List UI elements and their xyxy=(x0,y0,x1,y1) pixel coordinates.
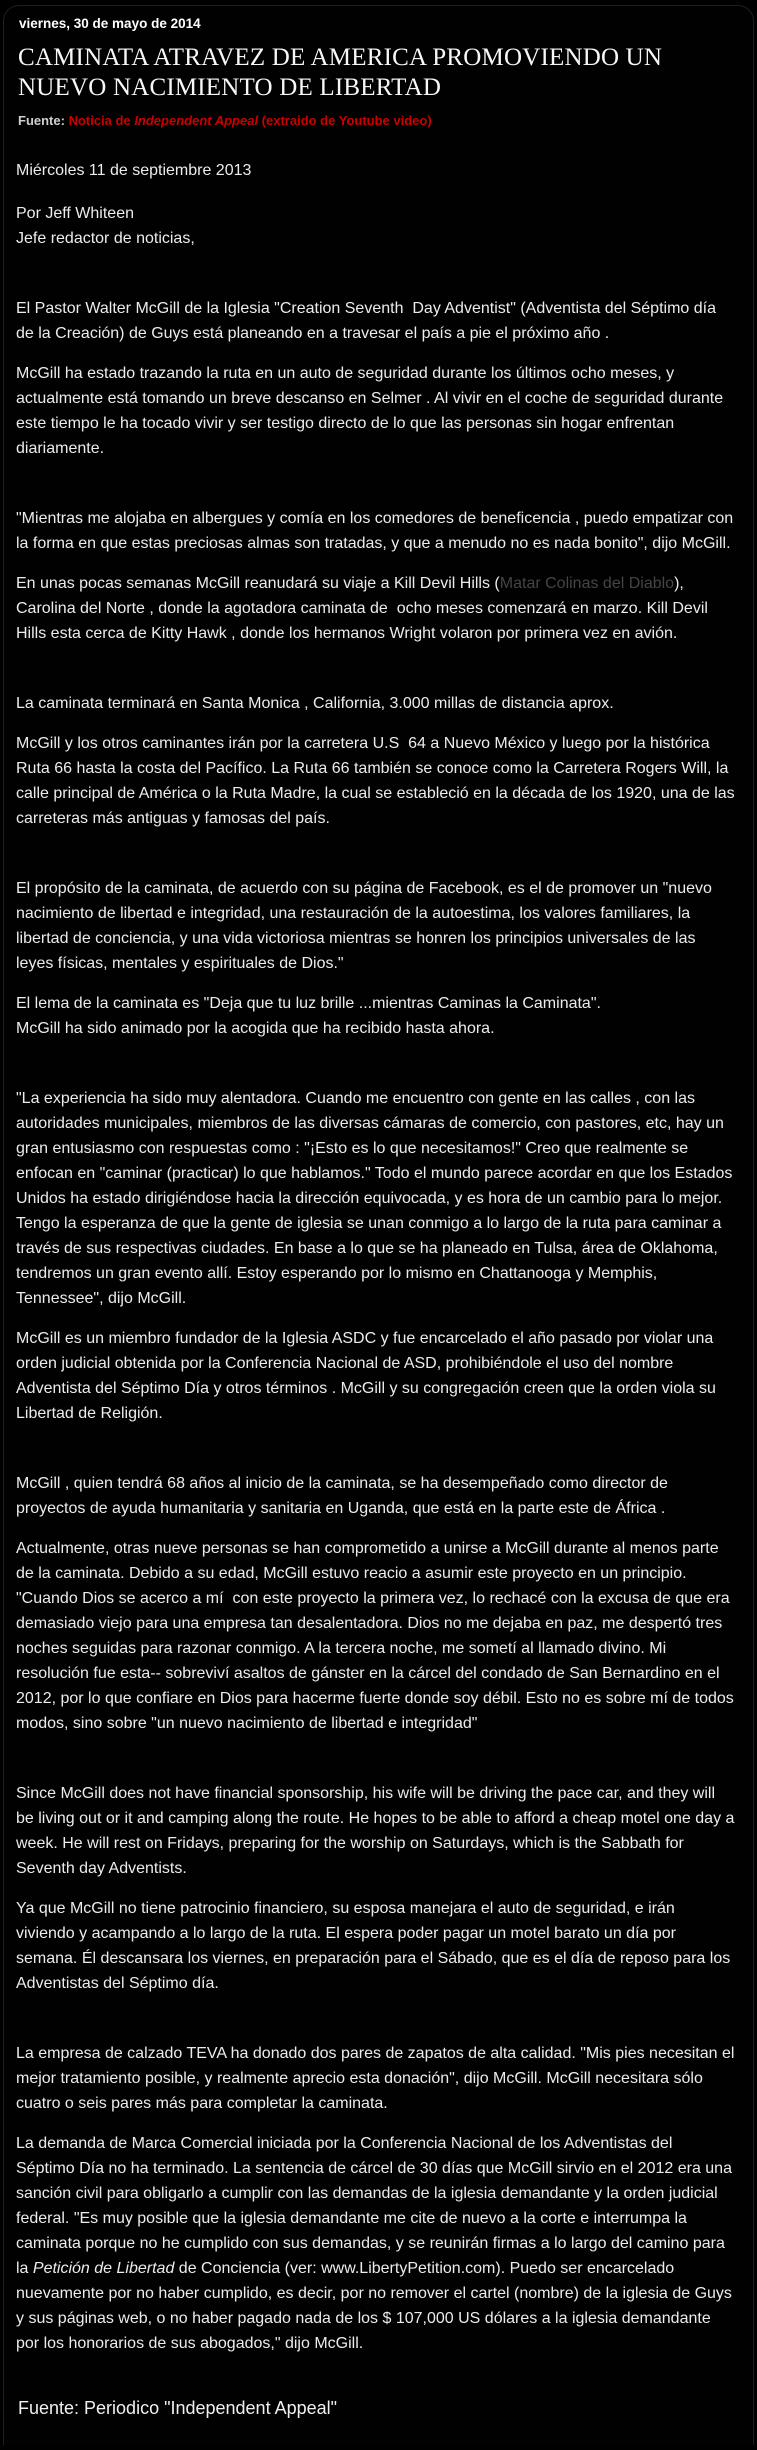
blog-page xyxy=(0,5,757,2445)
kdh-hidden-translation: Matar Colinas del Diablo xyxy=(499,575,675,592)
source-publication-name: Independent Appeal xyxy=(134,113,259,128)
paragraph-purpose: El propósito de la caminata, de acuerdo con su página de Facebook, es el de promover un "nuevo nacimiento de libertad e integridad, una restauración de la autoestima, los valores familiares, la libertad de conciencia, y una vida victoriosa mientras se honren los principios universales de las leyes físicas, mentales y espirituales de Dios." xyxy=(16,880,717,972)
source-text-after: (extraido de Youtube video) xyxy=(258,113,432,128)
paragraph-pastor-intro: El Pastor Walter McGill de la Iglesia "Creation Seventh Day Adventist" (Adventista del Séptimo día de la Creación) de Guys está planeando en a travesar el país a pie el próximo año . xyxy=(16,300,721,342)
paragraph-age-uganda: McGill , quien tendrá 68 años al inicio de la caminata, se ha desempeñado como director de proyectos de ayuda humanitaria y sanitaria en Uganda, que está en la parte este de África . xyxy=(16,1475,673,1517)
footer-source: Fuente: Periodico "Independent Appeal" xyxy=(18,2398,338,2418)
source-label: Fuente: xyxy=(18,113,65,128)
paragraph-teva-shoes: La empresa de calzado TEVA ha donado dos pares de zapatos de alta calidad. "Mis pies necesitan el mejor tratamiento posible, y realmente aprecio esta donación", dijo McGill. McGill necesitara sólo cuatro o seis pares más para completar la caminata. xyxy=(16,2045,739,2112)
paragraph-spanish-sponsorship: Ya que McGill no tiene patrocinio financiero, su esposa manejara el auto de seguridad, e irán viviendo y acampando a lo largo de la ruta. El espera poder pagar un motel barato un día por semana. Él descansara los viernes, en preparación para el Sábado, que es el día de reposo para los Adventistas del Séptimo día. xyxy=(16,1900,734,1992)
paragraph-kill-devil-hills xyxy=(16,571,735,646)
byline xyxy=(16,201,735,251)
lawsuit-text-before: La demanda de Marca Comercial iniciada por la Conferencia Nacional de los Adventistas del Séptimo Día no ha terminado. La sentencia de cárcel de 30 días que McGill sirvio en el 2012 era una sanción civil para obligarlo a cumplir con las demandas de la iglesia demandante y la orden judicial federal. "Es muy posible que la iglesia demandante me cite de nuevo a la corte e interrumpa la caminata porque no he cumplido con sus demandas, y se reunirán firmas a lo largo del camino para la xyxy=(16,2135,737,2277)
paragraph-experience-quote: "La experiencia ha sido muy alentadora. Cuando me encuentro con gente en las calles , con las autoridades municipales, miembros de las diversas cámaras de comercio, con pastores, etc, hay un gran entusiasmo con respuestas como : "¡Esto es lo que necesitamos!" Creo que realmente se enfocan en "caminar (practicar) lo que hablamos." Todo el mundo parece acordar en que los Estados Unidos ha estado dirigiéndose hacia la dirección equivocada, y es hora de un cambio para lo mejor. Tengo la esperanza de que la gente de iglesia se unan conmigo a lo largo de la ruta para caminar a través de sus respectivas ciudades. En base a lo que se ha planeado en Tulsa, área de Oklahoma, tendremos un gran evento allí. Estoy esperando por lo mismo en Chattanooga y Memphis, Tennessee", dijo McGill. xyxy=(16,1090,737,1307)
article-date: Miércoles 11 de septiembre 2013 xyxy=(16,162,252,179)
paragraph-nine-people-resolution: Actualmente, otras nueve personas se han comprometido a unirse a McGill durante al menos parte de la caminata. Debido a su edad, McGill estuvo reacio a asumir este proyecto en un principio. "Cuando Dios se acerco a mí con este proyecto la primera vez, lo rechacé con la excusa de que era demasiado viejo para una empresa tan desalentadora. Dios no me dejaba en paz, me despertó tres noches seguidas para razonar conmigo. A la tercera noche, me sometí al llamado divino. Mi resolución fue esta-- sobreviví asaltos de gánster en la cárcel del condado de San Bernardino en el 2012, por lo que confiare en Dios para hacerme fuerte donde soy débil. Esto no es sobre mí de todos modos, sino sobre "un nuevo nacimiento de libertad e integridad" xyxy=(16,1540,739,1732)
motto-line: El lema de la caminata es "Deja que tu luz brille ...mientras Caminas la Caminata". xyxy=(16,995,601,1012)
encouraged-line: McGill ha sido animado por la acogida que ha recibido hasta ahora. xyxy=(16,1020,495,1037)
source-text xyxy=(65,113,432,128)
paragraph-church-founder: McGill es un miembro fundador de la Iglesia ASDC y fue encarcelado el año pasado por violar una orden judicial obtenida por la Conferencia Nacional de ASD, prohibiéndole el uso del nombre Adventista del Séptimo Día y otros términos . McGill y su congregación creen que la orden viola su Libertad de Religión. xyxy=(16,1330,721,1422)
paragraph-santa-monica: La caminata terminará en Santa Monica , California, 3.000 millas de distancia aprox. xyxy=(16,695,614,712)
paragraph-english-sponsorship: Since McGill does not have financial sponsorship, his wife will be driving the pace car, and they will be living out or it and camping along the route. He hopes to be able to afford a cheap motel one day a week. He will rest on Fridays, preparing for the worship on Saturdays, which is the Sabbath for Seventh day Adventists. xyxy=(16,1785,739,1877)
paragraph-shelters-quote: "Mientras me alojaba en albergues y comía en los comedores de beneficencia , puedo empatizar con la forma en que estas preciosas almas son tratadas, y que a menudo no es nada bonito", dijo McGill. xyxy=(16,510,738,552)
post-title: CAMINATA ATRAVEZ DE AMERICA PROMOVIENDO UN NUEVO NACIMIENTO DE LIBERTAD xyxy=(18,44,663,101)
post-date: viernes, 30 de mayo de 2014 xyxy=(19,16,201,31)
byline-role: Jefe redactor de noticias, xyxy=(16,230,195,247)
post-container xyxy=(3,5,754,2445)
kdh-text-after: ), Carolina del Norte , donde la agotadora caminata de ocho meses comenzará en marzo. Kill Devil Hills esta cerca de Kitty Hawk , donde los hermanos Wright volaron por primera vez en avión. xyxy=(16,575,713,642)
lawsuit-text-after: de Conciencia (ver: www.LibertyPetition.com). Puedo ser encarcelado nuevamente por no haber cumplido, es decir, por no remover el cartel (nombre) de la iglesia de Guys y sus páginas web, o no haber pagado nada de los $ 107,000 US dólares a la iglesia demandante por los honorarios de sus abogados," dijo McGill. xyxy=(16,2260,737,2352)
byline-author: Por Jeff Whiteen xyxy=(16,205,134,222)
source-text-before: Noticia de xyxy=(64,113,135,128)
paragraph-trademark-lawsuit xyxy=(16,2131,735,2356)
paragraph-route-scouting: McGill ha estado trazando la ruta en un auto de seguridad durante los últimos ocho meses, y actualmente está tomando un breve descanso en Selmer . Al vivir en el coche de seguridad durante este tiempo le ha tocado vivir y ser testigo directo de lo que las personas sin hogar enfrentan diariamente. xyxy=(16,365,728,457)
paragraph-motto xyxy=(16,991,735,1041)
liberty-petition-name: Petición de Libertad xyxy=(32,2260,175,2277)
kdh-text-before: En unas pocas semanas McGill reanudará su viaje a Kill Devil Hills ( xyxy=(16,575,500,592)
paragraph-route-66: McGill y los otros caminantes irán por la carretera U.S 64 a Nuevo México y luego por la histórica Ruta 66 hasta la costa del Pacífico. La Ruta 66 también se conoce como la Carretera Rogers Will, la calle principal de América o la Ruta Madre, la cual se estableció en la década de los 1920, una de las carreteras más antiguas y famosas del país. xyxy=(16,735,740,827)
source-line xyxy=(18,113,735,128)
article-body xyxy=(16,158,740,2356)
